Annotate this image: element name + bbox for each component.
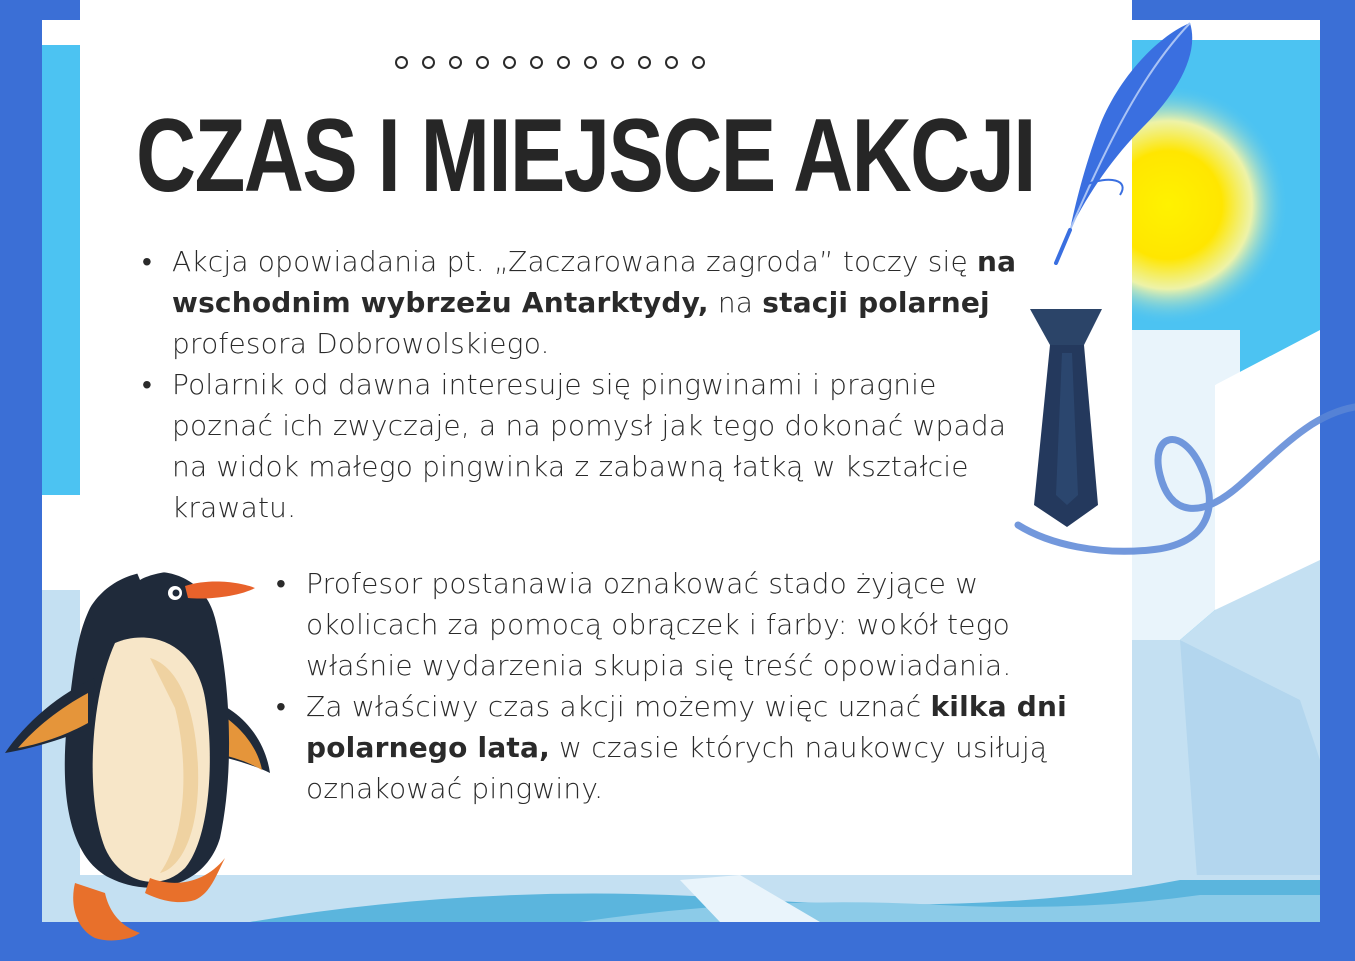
list-item: • Za właściwy czas akcji możemy więc uznać kilka dni polarnego lata, w czasie których naukowcy usiłują oznakować pingwiny. — [276, 686, 1106, 809]
dot — [611, 56, 624, 69]
list-item: • Akcja opowiadania pt. „Zaczarowana zagroda” toczy się na wschodnim wybrzeżu Antarktydy, na stacji polarnej profesora Dobrowolskiego. — [142, 241, 1042, 364]
dot — [638, 56, 651, 69]
penguin-illustration — [0, 548, 300, 948]
page-title: CZAS I MIEJSCE AKCJI — [136, 98, 1035, 214]
dot — [557, 56, 570, 69]
dot — [584, 56, 597, 69]
bullet-list-bottom — [276, 563, 1106, 809]
dot — [395, 56, 408, 69]
dot — [503, 56, 516, 69]
dot — [449, 56, 462, 69]
list-item: • Polarnik od dawna interesuje się pingwinami i pragnie poznać ich zwyczaje, a na pomysł jak tego dokonać wpada na widok małego pingwinka z zabawną łatką w kształcie krawatu. — [142, 364, 1042, 528]
quill-feather-icon — [1040, 15, 1220, 265]
dots-decoration — [395, 56, 705, 69]
list-item: • Profesor postanawia oznakować stado żyjące w okolicach za pomocą obrączek i farby: wokół tego właśnie wydarzenia skupia się treść opowiadania. — [276, 563, 1106, 686]
dot — [422, 56, 435, 69]
dot — [665, 56, 678, 69]
bullet-list-top — [142, 241, 1042, 528]
dot — [530, 56, 543, 69]
dot — [476, 56, 489, 69]
dot — [692, 56, 705, 69]
